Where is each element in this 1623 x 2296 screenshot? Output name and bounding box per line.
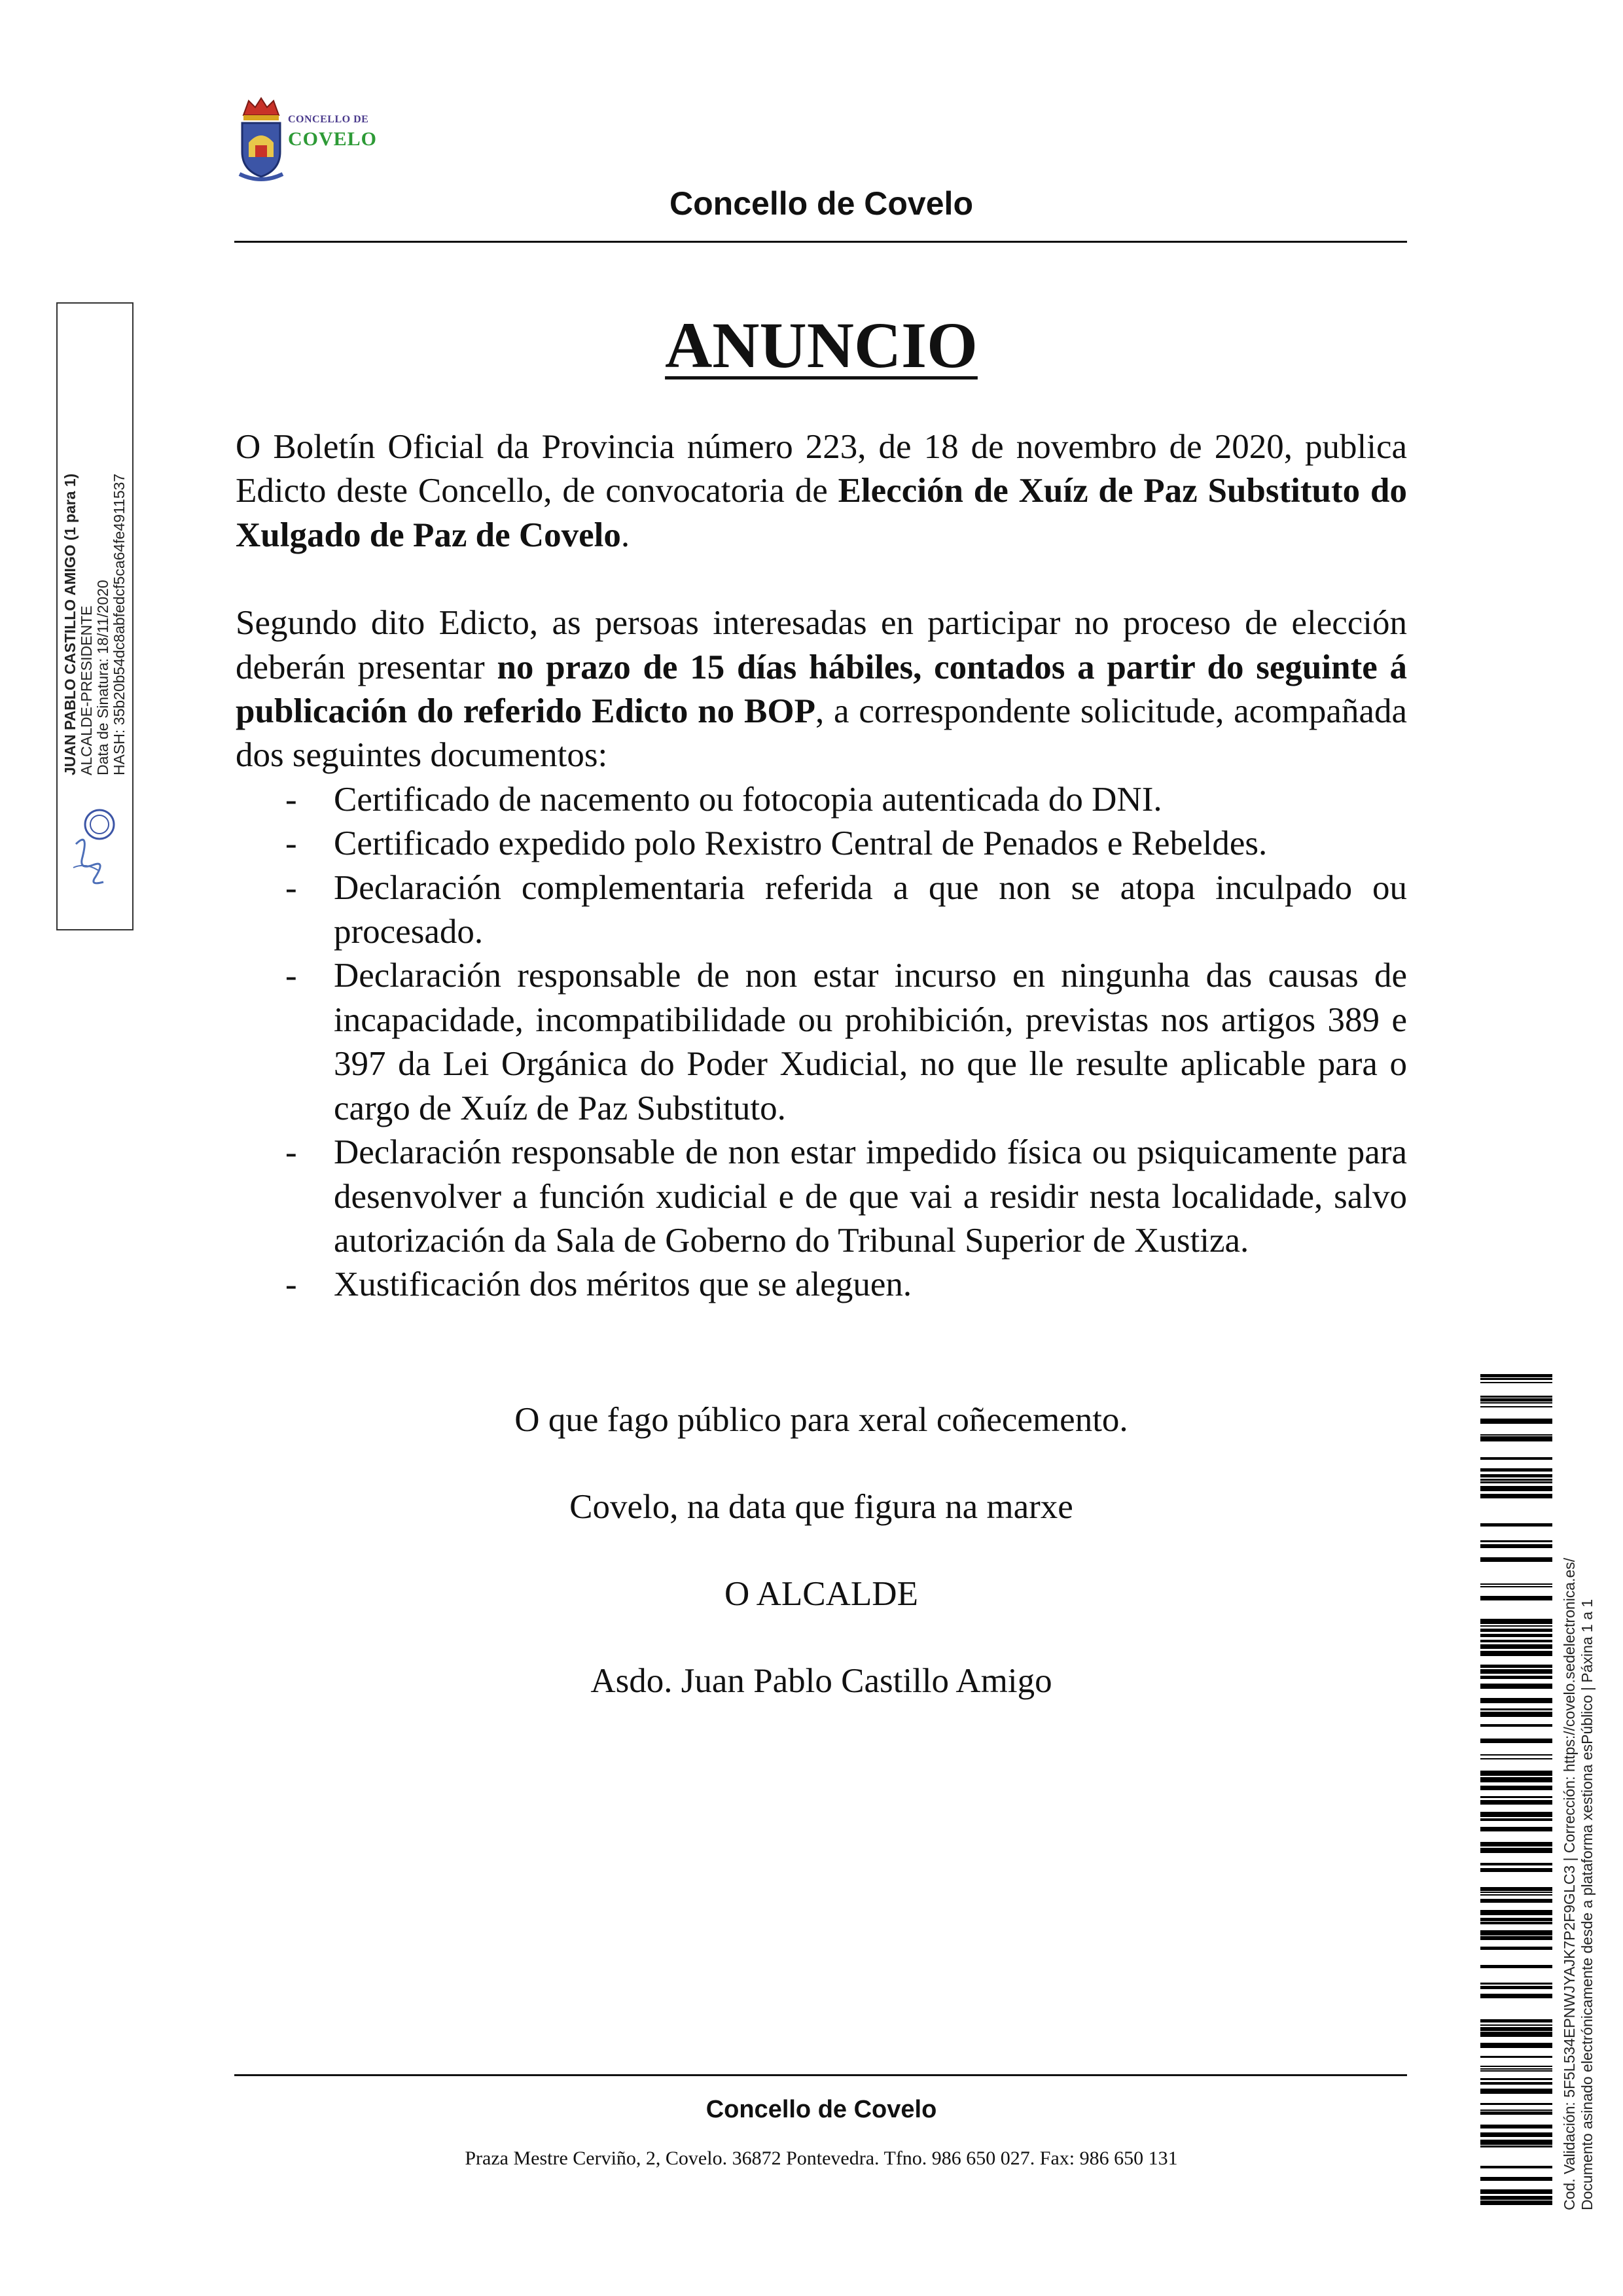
list-dash: - xyxy=(285,957,297,995)
validation-platform: Documento asinado electrónicamente desde a plataforma xestiona esPúblico | Páxina 1 a 1 xyxy=(1578,1598,1596,2210)
barcode-bar xyxy=(1480,1754,1552,1756)
barcode-bar xyxy=(1480,2200,1552,2205)
barcode-bar xyxy=(1480,1887,1552,1891)
barcode-bar xyxy=(1480,1708,1552,1710)
barcode-bar xyxy=(1480,2068,1552,2070)
coat-of-arms-icon xyxy=(236,97,287,183)
barcode-bar xyxy=(1480,1724,1552,1727)
barcode-bar xyxy=(1480,2166,1552,2168)
barcode-bar xyxy=(1480,1796,1552,1798)
barcode-bar xyxy=(1480,2056,1552,2058)
barcode-bar xyxy=(1480,1777,1552,1782)
page-header-title: Concello de Covelo xyxy=(669,185,973,222)
list-dash: - xyxy=(285,1265,297,1304)
footer-divider xyxy=(234,2074,1407,2076)
barcode-bar xyxy=(1480,1419,1552,1424)
barcode-bar xyxy=(1480,1786,1552,1790)
barcode-bar xyxy=(1480,1382,1552,1383)
barcode-bar xyxy=(1480,1629,1552,1632)
barcode-bar xyxy=(1480,1665,1552,1668)
barcode-bar xyxy=(1480,1698,1552,1703)
signature-hash: HASH: 35b20b54dc8abfedcf5ca64fe4911537 xyxy=(111,473,128,775)
barcode-bar xyxy=(1480,1669,1552,1674)
list-item: - Certificado expedido polo Rexistro Central de Penados e Rebeldes. xyxy=(236,822,1407,866)
barcode-bar xyxy=(1480,1396,1552,1398)
barcode-bar xyxy=(1480,2146,1552,2147)
barcode-bar xyxy=(1480,2132,1552,2137)
barcode-bar xyxy=(1480,1910,1552,1915)
seal-signature-icon xyxy=(69,805,122,890)
barcode-bar xyxy=(1480,1848,1552,1853)
list-item: - Xustificación dos méritos que se aleguen. xyxy=(236,1263,1407,1307)
barcode-bar xyxy=(1480,1899,1552,1903)
barcode-bar xyxy=(1480,2189,1552,2194)
barcode-bar xyxy=(1480,1468,1552,1472)
barcode-bar xyxy=(1480,1771,1552,1776)
signer-name: Asdo. Juan Pablo Castillo Amigo xyxy=(590,1662,1052,1700)
barcode-bar xyxy=(1480,1402,1552,1404)
signature-stamp-text xyxy=(62,435,128,775)
barcode-bar xyxy=(1480,1523,1552,1527)
barcode-bar xyxy=(1480,2032,1552,2037)
signer-line: JUAN PABLO CASTILLO AMIGO (1 para 1) xyxy=(62,473,79,775)
barcode-bar xyxy=(1480,1918,1552,1921)
barcode-bar xyxy=(1480,1479,1552,1481)
barcode-bar xyxy=(1480,1436,1552,1441)
logo-text-bottom: COVELO xyxy=(288,128,378,150)
logo-text-top: CONCELLO DE xyxy=(288,114,369,125)
barcode-bar xyxy=(1480,1596,1552,1600)
paragraph-requirements: Segundo dito Edicto, as persoas interesadas en participar no proceso de elección deberán presentar no prazo de 15 días hábiles, contados a partir do seguinte á publicación do referido Edicto no BOP, a correspondente solicitude, acompañada dos seguintes documentos: xyxy=(236,604,1408,775)
barcode-bar xyxy=(1480,2140,1552,2145)
barcode-bar xyxy=(1480,1965,1552,1968)
list-item: - Declaración responsable de non estar incurso en ningunha das causas de incapacidade, incompatibilidade ou prohibición, previstas nos artigos 389 e 397 da Lei Orgánica do Poder Xudicial, no que lle resulte aplicable para o cargo de Xuíz de Paz Substituto. xyxy=(236,954,1407,1131)
place-and-date: Covelo, na data que figura na marxe xyxy=(569,1488,1073,1526)
barcode-bar xyxy=(1480,1586,1552,1587)
barcode-bar xyxy=(1480,2070,1552,2072)
signature-date: Data de Sinatura: 18/11/2020 xyxy=(94,580,111,775)
barcode-bar xyxy=(1480,1936,1552,1940)
barcode-bar xyxy=(1480,1739,1552,1743)
barcode-bar xyxy=(1480,1892,1552,1893)
barcode-bar xyxy=(1480,1398,1552,1402)
list-dash: - xyxy=(285,1133,297,1172)
barcode-bar xyxy=(1480,1540,1552,1542)
list-dash: - xyxy=(285,824,297,863)
validation-code: Cod. Validación: 5F5L534EPNWJYAJK7P2F9GLC3 | Corrección: https://covelo.sedelectronica.es/ xyxy=(1561,1557,1578,2210)
barcode-bar xyxy=(1480,1494,1552,1498)
barcode-bar xyxy=(1480,1640,1552,1642)
barcode-bar xyxy=(1480,1930,1552,1935)
required-documents-list xyxy=(236,778,1407,1307)
list-item: - Declaración responsable de non estar impedido física ou psiquicamente para desenvolver a función xudicial e de que vai a residir nesta localidade, salvo autorización da Sala de Goberno do Tribunal Superior de Xustiza. xyxy=(236,1131,1407,1263)
barcode-bar xyxy=(1480,1651,1552,1656)
barcode-bar xyxy=(1480,1434,1552,1436)
document-body xyxy=(236,425,1407,1307)
closing-statement: O que fago público para xeral coñecemento. xyxy=(514,1401,1128,1439)
barcode-bar xyxy=(1480,1378,1552,1380)
barcode-bar xyxy=(1480,2103,1552,2105)
document-title: ANUNCIO xyxy=(665,309,978,381)
barcode-bar xyxy=(1480,1474,1552,1477)
barcode-bar xyxy=(1480,1544,1552,1548)
barcode-bar xyxy=(1480,1634,1552,1637)
barcode-bar xyxy=(1480,2043,1552,2048)
barcode-bar xyxy=(1480,1481,1552,1483)
barcode-bar xyxy=(1480,2177,1552,2181)
barcode-bar xyxy=(1480,2019,1552,2022)
barcode-bar xyxy=(1480,2066,1552,2067)
barcode-bar xyxy=(1480,1922,1552,1924)
footer-address: Praza Mestre Cerviño, 2, Covelo. 36872 Pontevedra. Tfno. 986 650 027. Fax: 986 650 131 xyxy=(465,2147,1178,2169)
barcode-bar xyxy=(1480,1619,1552,1624)
barcode-bar xyxy=(1480,1676,1552,1679)
barcode-bar xyxy=(1480,1994,1552,1998)
barcode-bar xyxy=(1480,2089,1552,2094)
header-divider xyxy=(234,241,1407,243)
barcode-bar xyxy=(1480,1827,1552,1831)
list-item: - Certificado de nacemento ou fotocopia autenticada do DNI. xyxy=(236,778,1407,822)
barcode-bar xyxy=(1480,2027,1552,2031)
barcode-bar xyxy=(1480,1644,1552,1649)
barcode-bar xyxy=(1480,1625,1552,1627)
footer-organization: Concello de Covelo xyxy=(705,2096,937,2123)
barcode-bar xyxy=(1480,1374,1552,1377)
deadline-text: no prazo de 15 días hábiles, contados a partir do seguinte á publicación do referido Edicto no BOP xyxy=(236,648,1407,731)
barcode-bar xyxy=(1480,1758,1552,1759)
list-dash: - xyxy=(285,868,297,907)
barcode-bar xyxy=(1480,1800,1552,1805)
list-dash: - xyxy=(285,780,297,819)
validation-barcode xyxy=(1480,1374,1552,2208)
barcode-bar xyxy=(1480,2125,1552,2128)
barcode-bar xyxy=(1480,1894,1552,1896)
barcode-bar xyxy=(1480,1557,1552,1562)
barcode-bar xyxy=(1480,1486,1552,1491)
concello-logo xyxy=(236,97,380,183)
barcode-bar xyxy=(1480,2110,1552,2111)
barcode-bar xyxy=(1480,1818,1552,1821)
barcode-bar xyxy=(1480,1863,1552,1865)
signer-role: O ALCALDE xyxy=(724,1575,918,1613)
barcode-bar xyxy=(1480,1583,1552,1585)
barcode-bar xyxy=(1480,1712,1552,1717)
barcode-bar xyxy=(1480,2111,1552,2115)
barcode-bar xyxy=(1480,1986,1552,1989)
paragraph-publication: O Boletín Oficial da Provincia número 223, de 18 de novembro de 2020, publica Edicto deste Concello, de convocatoria de Elección de Xuíz de Paz Substituto do Xulgado de Paz de Covelo. xyxy=(236,428,1407,554)
signer-role-line: ALCALDE-PRESIDENTE xyxy=(78,605,95,775)
barcode-bar xyxy=(1480,1947,1552,1950)
list-item: - Declaración complementaria referida a que non se atopa inculpado ou procesado. xyxy=(236,866,1407,955)
barcode-bar xyxy=(1480,1457,1552,1460)
barcode-bar xyxy=(1480,1842,1552,1846)
barcode-bar xyxy=(1480,2082,1552,2085)
barcode-bar xyxy=(1480,2196,1552,2200)
election-name: Elección de Xuíz de Paz Substituto do Xulgado de Paz de Covelo xyxy=(236,472,1407,554)
barcode-bar xyxy=(1480,2024,1552,2026)
barcode-bar xyxy=(1480,2078,1552,2080)
barcode-bar xyxy=(1480,1406,1552,1407)
barcode-bar xyxy=(1480,1684,1552,1689)
barcode-bar xyxy=(1480,1812,1552,1817)
barcode-bar xyxy=(1480,1983,1552,1985)
validation-text xyxy=(1561,1294,1600,2210)
barcode-bar xyxy=(1480,1868,1552,1872)
